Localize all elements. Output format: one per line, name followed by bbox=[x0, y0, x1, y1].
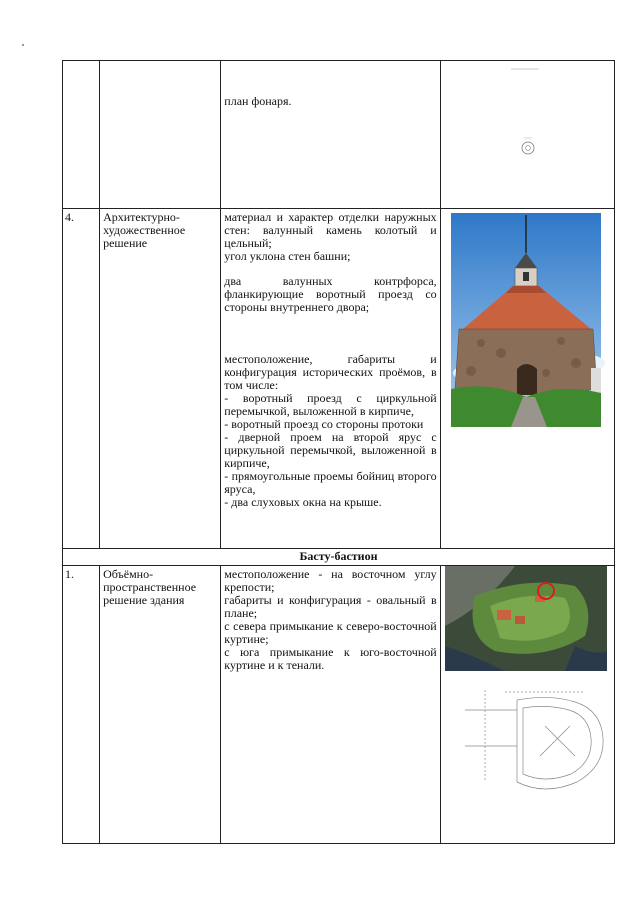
table-row bbox=[63, 209, 615, 549]
row-number: 1. bbox=[63, 566, 100, 844]
lantern-plan-drawing bbox=[441, 61, 615, 205]
text-line: с юга примыкание к юго-восточной куртине и к тенали. bbox=[224, 645, 437, 672]
text-line: - два слуховых окна на крыше. bbox=[224, 495, 382, 509]
text-line: - дверной проем на второй ярус с циркульной перемычкой, выложенной в кирпиче, bbox=[224, 430, 437, 470]
section-row bbox=[63, 549, 615, 566]
section-title: Басту-бастион bbox=[63, 549, 615, 566]
row-number: 4. bbox=[63, 209, 100, 549]
image-cell bbox=[440, 209, 614, 549]
aerial-photo-and-plan bbox=[441, 566, 615, 843]
row-number bbox=[63, 61, 100, 209]
image-cell bbox=[440, 61, 614, 209]
row-text bbox=[221, 61, 440, 209]
row-label: Архитектурно-художественное решение bbox=[100, 209, 221, 549]
text-line: материал и характер отделки наружных стен: валунный камень колотый и цельный; bbox=[224, 210, 437, 250]
image-cell bbox=[440, 566, 614, 844]
scan-mark bbox=[22, 44, 24, 46]
text-line: два валунных контрфорса, фланкирующие воротный проезд со стороны внутреннего двора; bbox=[224, 274, 437, 314]
tower-photo bbox=[441, 209, 615, 548]
text-line: - воротный проезд со стороны протоки bbox=[224, 417, 424, 431]
row-label bbox=[100, 61, 221, 209]
text-line: местоположение - на восточном углу крепости; bbox=[224, 567, 437, 594]
text-line: - прямоугольные проемы бойниц второго яруса, bbox=[224, 469, 437, 496]
text-line: - воротный проезд с циркульной перемычкой, выложенной в кирпиче, bbox=[224, 391, 437, 418]
table-row bbox=[63, 61, 615, 209]
row-text bbox=[221, 566, 440, 844]
table-row bbox=[63, 566, 615, 844]
text-line: план фонаря. bbox=[224, 94, 292, 108]
text-line: местоположение, габариты и конфигурация исторических проёмов, в том числе: bbox=[224, 352, 437, 392]
row-text bbox=[221, 209, 440, 549]
row-label: Объёмно-пространственное решение здания bbox=[100, 566, 221, 844]
text-line: габариты и конфигурация - овальный в плане; bbox=[224, 593, 437, 620]
text-line: с севера примыкание к северо-восточной куртине; bbox=[224, 619, 437, 646]
text-line: угол уклона стен башни; bbox=[224, 249, 351, 263]
heritage-table bbox=[62, 60, 615, 844]
